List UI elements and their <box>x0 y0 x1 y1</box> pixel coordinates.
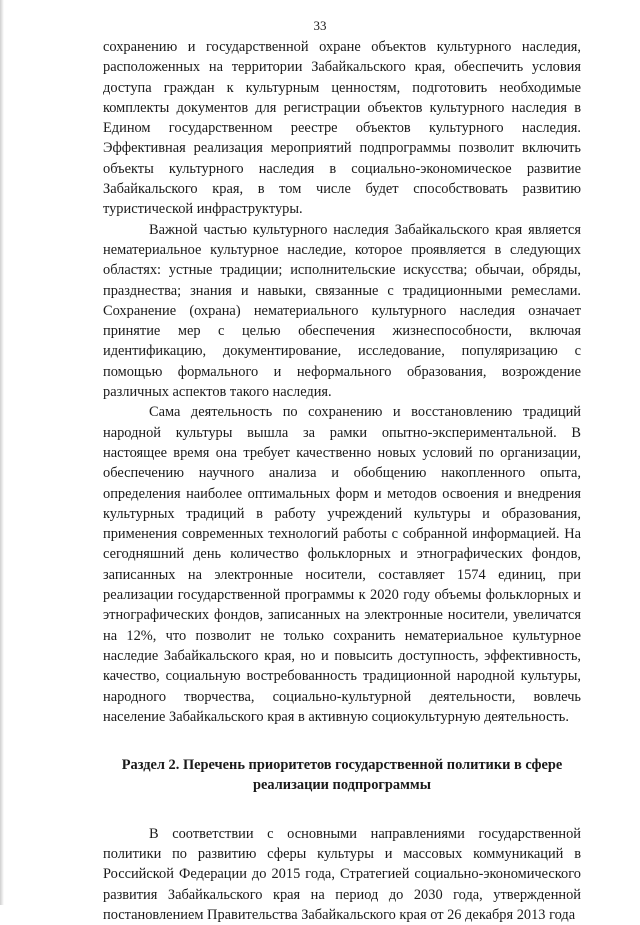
paragraph-4: В соответствии с основными направлениями государственной политики по развитию сферы культуры и массовых коммуникаций в Российской Федерации до 2015 года, Стратегией социально-экономического развития Забайкальского края на период до 2030 года, утвержденной постановлением Правительства Забайкальского края от 26 декабря 2013 года <box>103 825 581 923</box>
paragraph-1: сохранению и государственной охране объектов культурного наследия, расположенных на территории Забайкальского края, обеспечить условия доступа граждан к культурным ценностям, подготовить необходимые комплекты документов для регистрации объектов культурного наследия в Едином государственном реестре объектов культурного наследия. Эффективная реализация мероприятий подпрограммы позволит включить объекты культурного наследия в социально-экономическое развитие Забайкальского края, в том числе будет способствовать развитию туристической инфраструктуры. <box>103 39 581 218</box>
document-body <box>103 37 581 925</box>
section-heading: Раздел 2. Перечень приоритетов государственной политики в сфере реализации подпрограммы <box>121 757 563 794</box>
scan-edge-shadow <box>0 0 4 905</box>
paragraph-3: Сама деятельность по сохранению и восстановлению традиций народной культуры вышла за рамки опытно-экспериментальной. В настоящее время она требует качественно новых условий по организации, обеспечению научного анализа и обобщению накопленного опыта, определения наиболее оптимальных форм и методов освоения и внедрения культурных традиций в работу учреждений культуры и образования, применения современных технологий работы с собранной информацией. На сегодняшний день количество фольклорных и этнографических фондов, записанных на электронные носители, составляет 1574 единиц, при реализации государственной программы к 2020 году объемы фольклорных и этнографических фондов, записанных на электронные носители, увеличатся на 12%, что позволит не только сохранить нематериальное культурное наследие Забайкальского края, но и повысить доступность, эффективность, качество, социальную востребованность традиционной народной культуры, народного творчества, социально-культурной деятельности, вовлечь население Забайкальского края в активную социокультурную деятельность. <box>103 404 581 725</box>
paragraph-2: Важной частью культурного наследия Забайкальского края является нематериальное культурное наследие, которое проявляется в следующих областях: устные традиции; исполнительские искусства; обычаи, обряды, празднества; знания и навыки, связанные с традиционными ремеслами. Сохранение (охрана) нематериального культурного наследия означает принятие мер с целью обеспечения жизнеспособности, включая идентификацию, документирование, исследование, популяризацию с помощью формального и неформального образования, возрождение различных аспектов такого наследия. <box>103 221 581 401</box>
page-number: 33 <box>313 18 327 33</box>
